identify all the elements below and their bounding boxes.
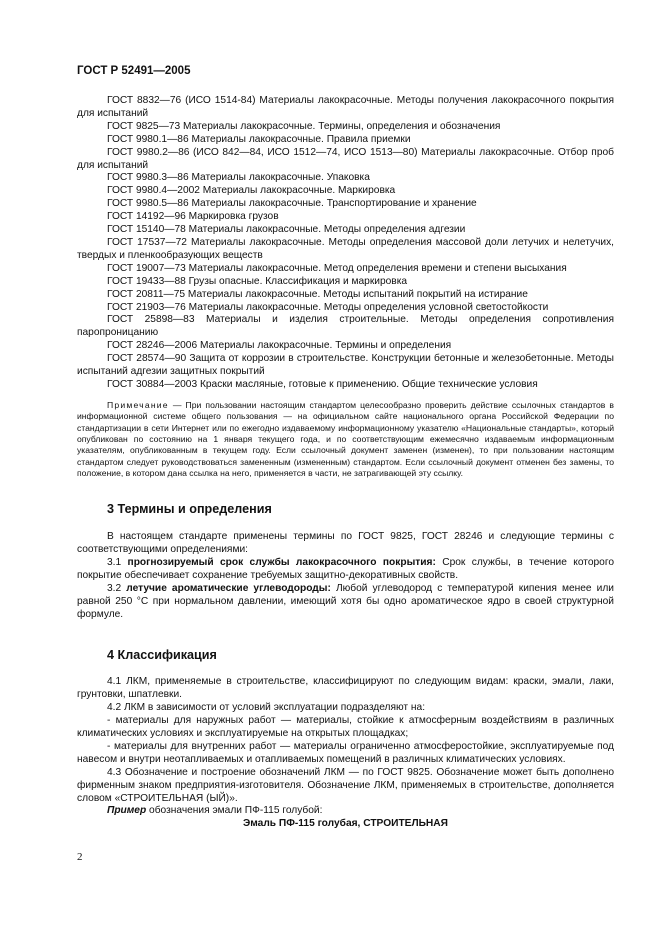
note-label: Примечание (107, 399, 169, 410)
reference-item: ГОСТ 9980.1—86 Материалы лакокрасочные. Правила приемки (107, 133, 411, 145)
clause-4-2-item-outdoor: - материалы для наружных работ — материалы, стойкие к атмосферным воздействиям в различных климатических условиях и эксплуатируемые на открытых площадках; (77, 715, 614, 740)
reference-item: ГОСТ 25898—83 Материалы и изделия строительные. Методы определения сопротивления паропроницанию (77, 314, 614, 339)
reference-item: ГОСТ 14192—96 Маркировка грузов (107, 211, 279, 223)
reference-item: ГОСТ 19007—73 Материалы лакокрасочные. Метод определения времени и степени высыхания (107, 262, 567, 274)
term-3-2 (77, 583, 614, 622)
term-name: прогнозируемый срок службы лакокрасочного покрытия: (127, 556, 436, 568)
clause-4-2: 4.2 ЛКМ в зависимости от условий эксплуатации подразделяют на: (107, 702, 426, 714)
clause-4-2-item-indoor: - материалы для внутренних работ — материалы ограниченно атмосферостойкие, эксплуатируемые под навесом и внутри неотапливаемых и отапливаемых помещений в различных климатических условиях. (77, 740, 614, 765)
reference-item: ГОСТ 28574—90 Защита от коррозии в строительстве. Конструкции бетонные и железобетонные. Методы испытаний адгезии защитных покрытий (77, 353, 614, 378)
reference-item: ГОСТ 9825—73 Материалы лакокрасочные. Термины, определения и обозначения (107, 120, 501, 132)
reference-item: ГОСТ 28246—2006 Материалы лакокрасочные. Термины и определения (107, 340, 452, 352)
example-text: обозначения эмали ПФ-115 голубой: (146, 805, 323, 817)
document-header: ГОСТ Р 52491—2005 (77, 65, 191, 77)
example-label: Пример (107, 805, 147, 817)
document-body (77, 95, 614, 831)
reference-item: ГОСТ 19433—88 Грузы опасные. Классификация и маркировка (107, 275, 408, 287)
reference-item: ГОСТ 9980.3—86 Материалы лакокрасочные. Упаковка (107, 172, 370, 184)
term-name: летучие ароматические углеводороды: (126, 582, 331, 594)
reference-item: ГОСТ 15140—78 Материалы лакокрасочные. Методы определения адгезии (107, 224, 466, 236)
note-text: — При пользовании настоящим стандартом целесообразно проверить действие ссылочных стандартов в информационной системе общего пользования — на официальном сайте национального органа Российской Федерации по стандартизации в сети Интернет или по ежегодно издаваемому информационному указателю «Национальные стандарты», который опубликован по состоянию на 1 января текущего года, и по соответствующим ежемесячно издаваемым информационным указателям, опубликованным в текущем году. Если ссылочный документ заменен (изменен), то при пользовании настоящим стандартом следует руководствоваться замененным (измененным) стандартом. Если ссылочный документ отменен без замены, то положение, в котором дана ссылка на него, применяется в части, не затрагивающей эту ссылку. (77, 399, 614, 478)
clause-4-1: 4.1 ЛКМ, применяемые в строительстве, классифицируют по следующим видам: краски, эмали, лаки, грунтовки, шпатлевки. (77, 676, 614, 701)
reference-item: ГОСТ 9980.2—86 (ИСО 842—84, ИСО 1512—74, ИСО 1513—80) Материалы лакокрасочные. Отбор проб для испытаний (77, 146, 614, 171)
term-3-1 (77, 557, 614, 583)
section-3-heading: 3 Термины и определения (107, 502, 272, 517)
page-number: 2 (77, 851, 83, 863)
reference-item: ГОСТ 21903—76 Материалы лакокрасочные. Методы определения условной светостойкости (107, 301, 549, 313)
reference-item: ГОСТ 9980.4—2002 Материалы лакокрасочные. Маркировка (107, 185, 396, 197)
clause-4-3: 4.3 Обозначение и построение обозначений ЛКМ — по ГОСТ 9825. Обозначение может быть дополнено фирменным знаком предприятия-изготовителя. Обозначение ЛКМ, применяемых в строительстве, дополняется словом «СТРОИТЕЛЬНАЯ (ЫЙ)». (77, 766, 614, 804)
section-3-intro: В настоящем стандарте применены термины по ГОСТ 9825, ГОСТ 28246 и следующие термины с соответствующими определениями: (77, 531, 614, 556)
reference-item: ГОСТ 20811—75 Материалы лакокрасочные. Методы испытаний покрытий на истирание (107, 288, 528, 300)
example-line (77, 805, 614, 818)
reference-item: ГОСТ 30884—2003 Краски масляные, готовые к применению. Общие технические условия (107, 378, 538, 390)
term-number: 3.2 (107, 582, 127, 594)
normative-references-list (77, 95, 614, 392)
references-note (77, 400, 614, 479)
term-number: 3.1 (107, 556, 128, 568)
term-definition: Срок службы, в течение которого покрытие обеспечивает сохранение требуемых защитно-декоративных свойств. (77, 556, 614, 581)
term-definition: Любой углеводород с температурой кипения менее или равной 250 °С при нормальном давлении, имеющий хотя бы одно ароматическое ядро в своей структурной формуле. (77, 582, 614, 620)
example-designation: Эмаль ПФ-115 голубая, СТРОИТЕЛЬНАЯ (243, 818, 448, 830)
reference-item: ГОСТ 17537—72 Материалы лакокрасочные. Методы определения массовой доли летучих и нелетучих, твердых и пленкообразующих веществ (77, 236, 614, 261)
reference-item: ГОСТ 9980.5—86 Материалы лакокрасочные. Транспортирование и хранение (107, 198, 477, 210)
reference-item: ГОСТ 8832—76 (ИСО 1514-84) Материалы лакокрасочные. Методы получения лакокрасочного покрытия для испытаний (77, 95, 614, 119)
section-4-heading: 4 Классификация (107, 647, 217, 662)
